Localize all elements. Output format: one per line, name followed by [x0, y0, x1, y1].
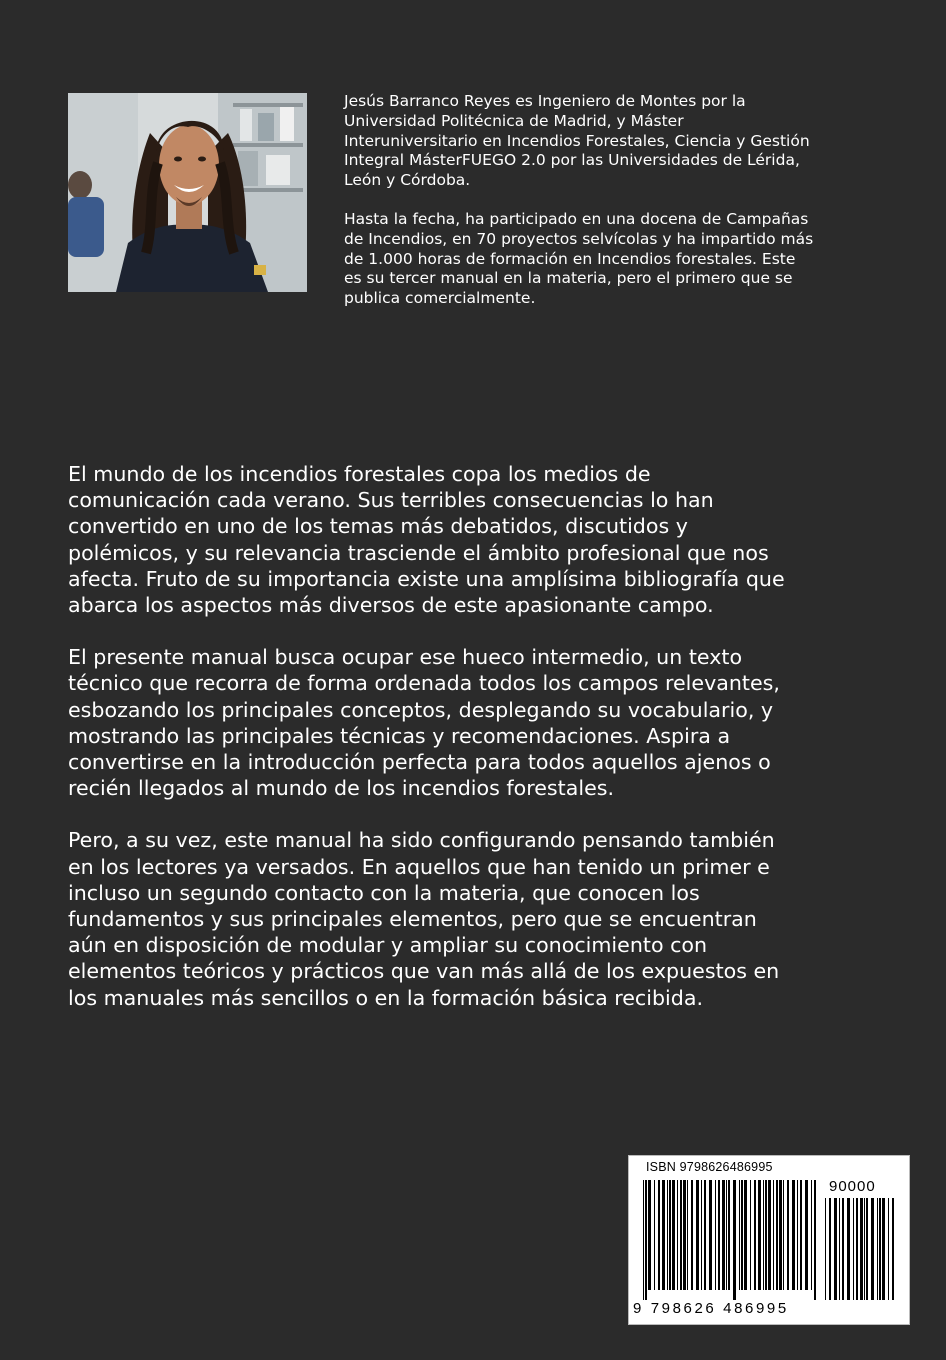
barcode-bar [754, 1180, 756, 1290]
barcode-bar [733, 1180, 736, 1300]
barcode-bar [658, 1180, 660, 1290]
isbn-barcode [628, 1155, 910, 1325]
barcode-bar [797, 1180, 798, 1290]
barcode-bar [842, 1198, 844, 1300]
barcode-bar [853, 1198, 854, 1300]
description-paragraph-3: Pero, a su vez, este manual ha sido configurando pensando también en los lectores ya versados. En aquellos que han tenido un primer e incluso un segundo contacto con la materia, que conocen los fundamentos y sus principales elementos, pero que se encuentran aún en disposición de modular y ampliar su conocimiento con elementos teóricos y prácticos que van más allá de los expuestos en los manuales más sencillos o en la formación básica recibida. [68, 828, 780, 1010]
barcode-bar [856, 1198, 858, 1300]
barcode-bar [677, 1180, 678, 1290]
barcode-bar [709, 1180, 712, 1290]
author-portrait-photo [68, 93, 307, 292]
bio-paragraph-2: Hasta la fecha, ha participado en una docena de Campañas de Incendios, en 70 proyectos selvícolas y ha impartido más de 1.000 horas de formación en Incendios forestales. Este es su tercer manual en la materia, pero el primero que se publica comercialmente. [344, 209, 814, 308]
barcode-bar [643, 1180, 644, 1300]
barcode-bar [776, 1180, 778, 1290]
barcode-bar [765, 1180, 767, 1290]
barcode-bar [871, 1198, 874, 1300]
author-photo [68, 93, 307, 292]
barcode-bar [811, 1180, 812, 1290]
book-description [68, 461, 888, 1037]
barcode-addon-bars [825, 1198, 895, 1300]
barcode-bar [696, 1180, 699, 1290]
barcode-bar [728, 1180, 730, 1290]
barcode-bar [687, 1180, 688, 1290]
barcode-bar [672, 1180, 675, 1290]
barcode-bar [834, 1198, 837, 1300]
barcode-addon-label: 90000 [829, 1178, 876, 1195]
barcode-bar [805, 1180, 808, 1290]
author-bio [344, 92, 884, 328]
barcode-bar [860, 1198, 863, 1300]
barcode-bar [864, 1198, 865, 1300]
barcode-bar [718, 1180, 720, 1290]
barcode-bar [814, 1180, 816, 1300]
barcode-bar [715, 1180, 716, 1290]
bio-paragraph-1: Jesús Barranco Reyes es Ingeniero de Montes por la Universidad Politécnica de Madrid, y Máster Interuniversitario en Incendios Forestales, Ciencia y Gestión Integral MásterFUEGO 2.0 por las Universidades de Lérida, León y Córdoba. [344, 92, 810, 190]
barcode-bar [691, 1180, 693, 1290]
barcode-bar [866, 1198, 868, 1300]
barcode-bar [892, 1198, 894, 1300]
barcode-bar [787, 1180, 789, 1290]
barcode-bar [683, 1180, 686, 1290]
barcode-bar [645, 1180, 647, 1300]
barcode-bar [779, 1180, 782, 1290]
barcode-bar [783, 1180, 784, 1290]
barcode-bar [667, 1180, 668, 1290]
barcode-digits: 9 798626 486995 [633, 1300, 789, 1317]
barcode-bar [741, 1180, 743, 1290]
barcode-bar [839, 1198, 840, 1300]
barcode-bar [704, 1180, 706, 1290]
barcode-bar [744, 1180, 747, 1290]
barcode-bar [654, 1180, 655, 1290]
barcode-bar [882, 1198, 885, 1300]
barcode-bar [648, 1180, 651, 1290]
barcode-bar [768, 1180, 771, 1290]
barcode-bar [758, 1180, 761, 1290]
description-paragraph-2: El presente manual busca ocupar ese hueco intermedio, un texto técnico que recorra de forma ordenada todos los campos relevantes, esbozando los principales conceptos, desplegando su vocabulario, y mostrando las principales técnicas y recomendaciones. Aspira a convertirse en la introducción perfecta para todos aquellos ajenos o recién llegados al mundo de los incendios forestales. [68, 645, 780, 801]
barcode-bar [701, 1180, 702, 1290]
barcode-bar [750, 1180, 751, 1290]
barcode-bar [877, 1198, 878, 1300]
barcode-bar [847, 1198, 850, 1300]
isbn-label: ISBN 9798626486995 [646, 1160, 773, 1174]
barcode-bar [792, 1180, 795, 1290]
barcode-bar [662, 1180, 665, 1290]
barcode-bar [739, 1180, 740, 1290]
barcode-bar [825, 1198, 826, 1300]
barcode-bar [800, 1180, 802, 1290]
barcode-bar [726, 1180, 727, 1290]
barcode-bar [829, 1198, 831, 1300]
description-paragraph-1: El mundo de los incendios forestales copa los medios de comunicación cada verano. Sus terribles consecuencias lo han convertido en uno de los temas más debatidos, discutidos y polémicos, y su relevancia trasciende el ámbito profesional que nos afecta. Fruto de su importancia existe una amplísima bibliografía que abarca los aspectos más diversos de este apasionante campo. [68, 462, 785, 618]
barcode-bars [643, 1180, 819, 1300]
barcode-bar [669, 1180, 671, 1290]
barcode-bar [888, 1198, 889, 1300]
barcode-bar [763, 1180, 764, 1290]
barcode-bar [773, 1180, 774, 1290]
barcode-bar [722, 1180, 725, 1290]
barcode-bar [879, 1198, 881, 1300]
barcode-bar [680, 1180, 682, 1290]
